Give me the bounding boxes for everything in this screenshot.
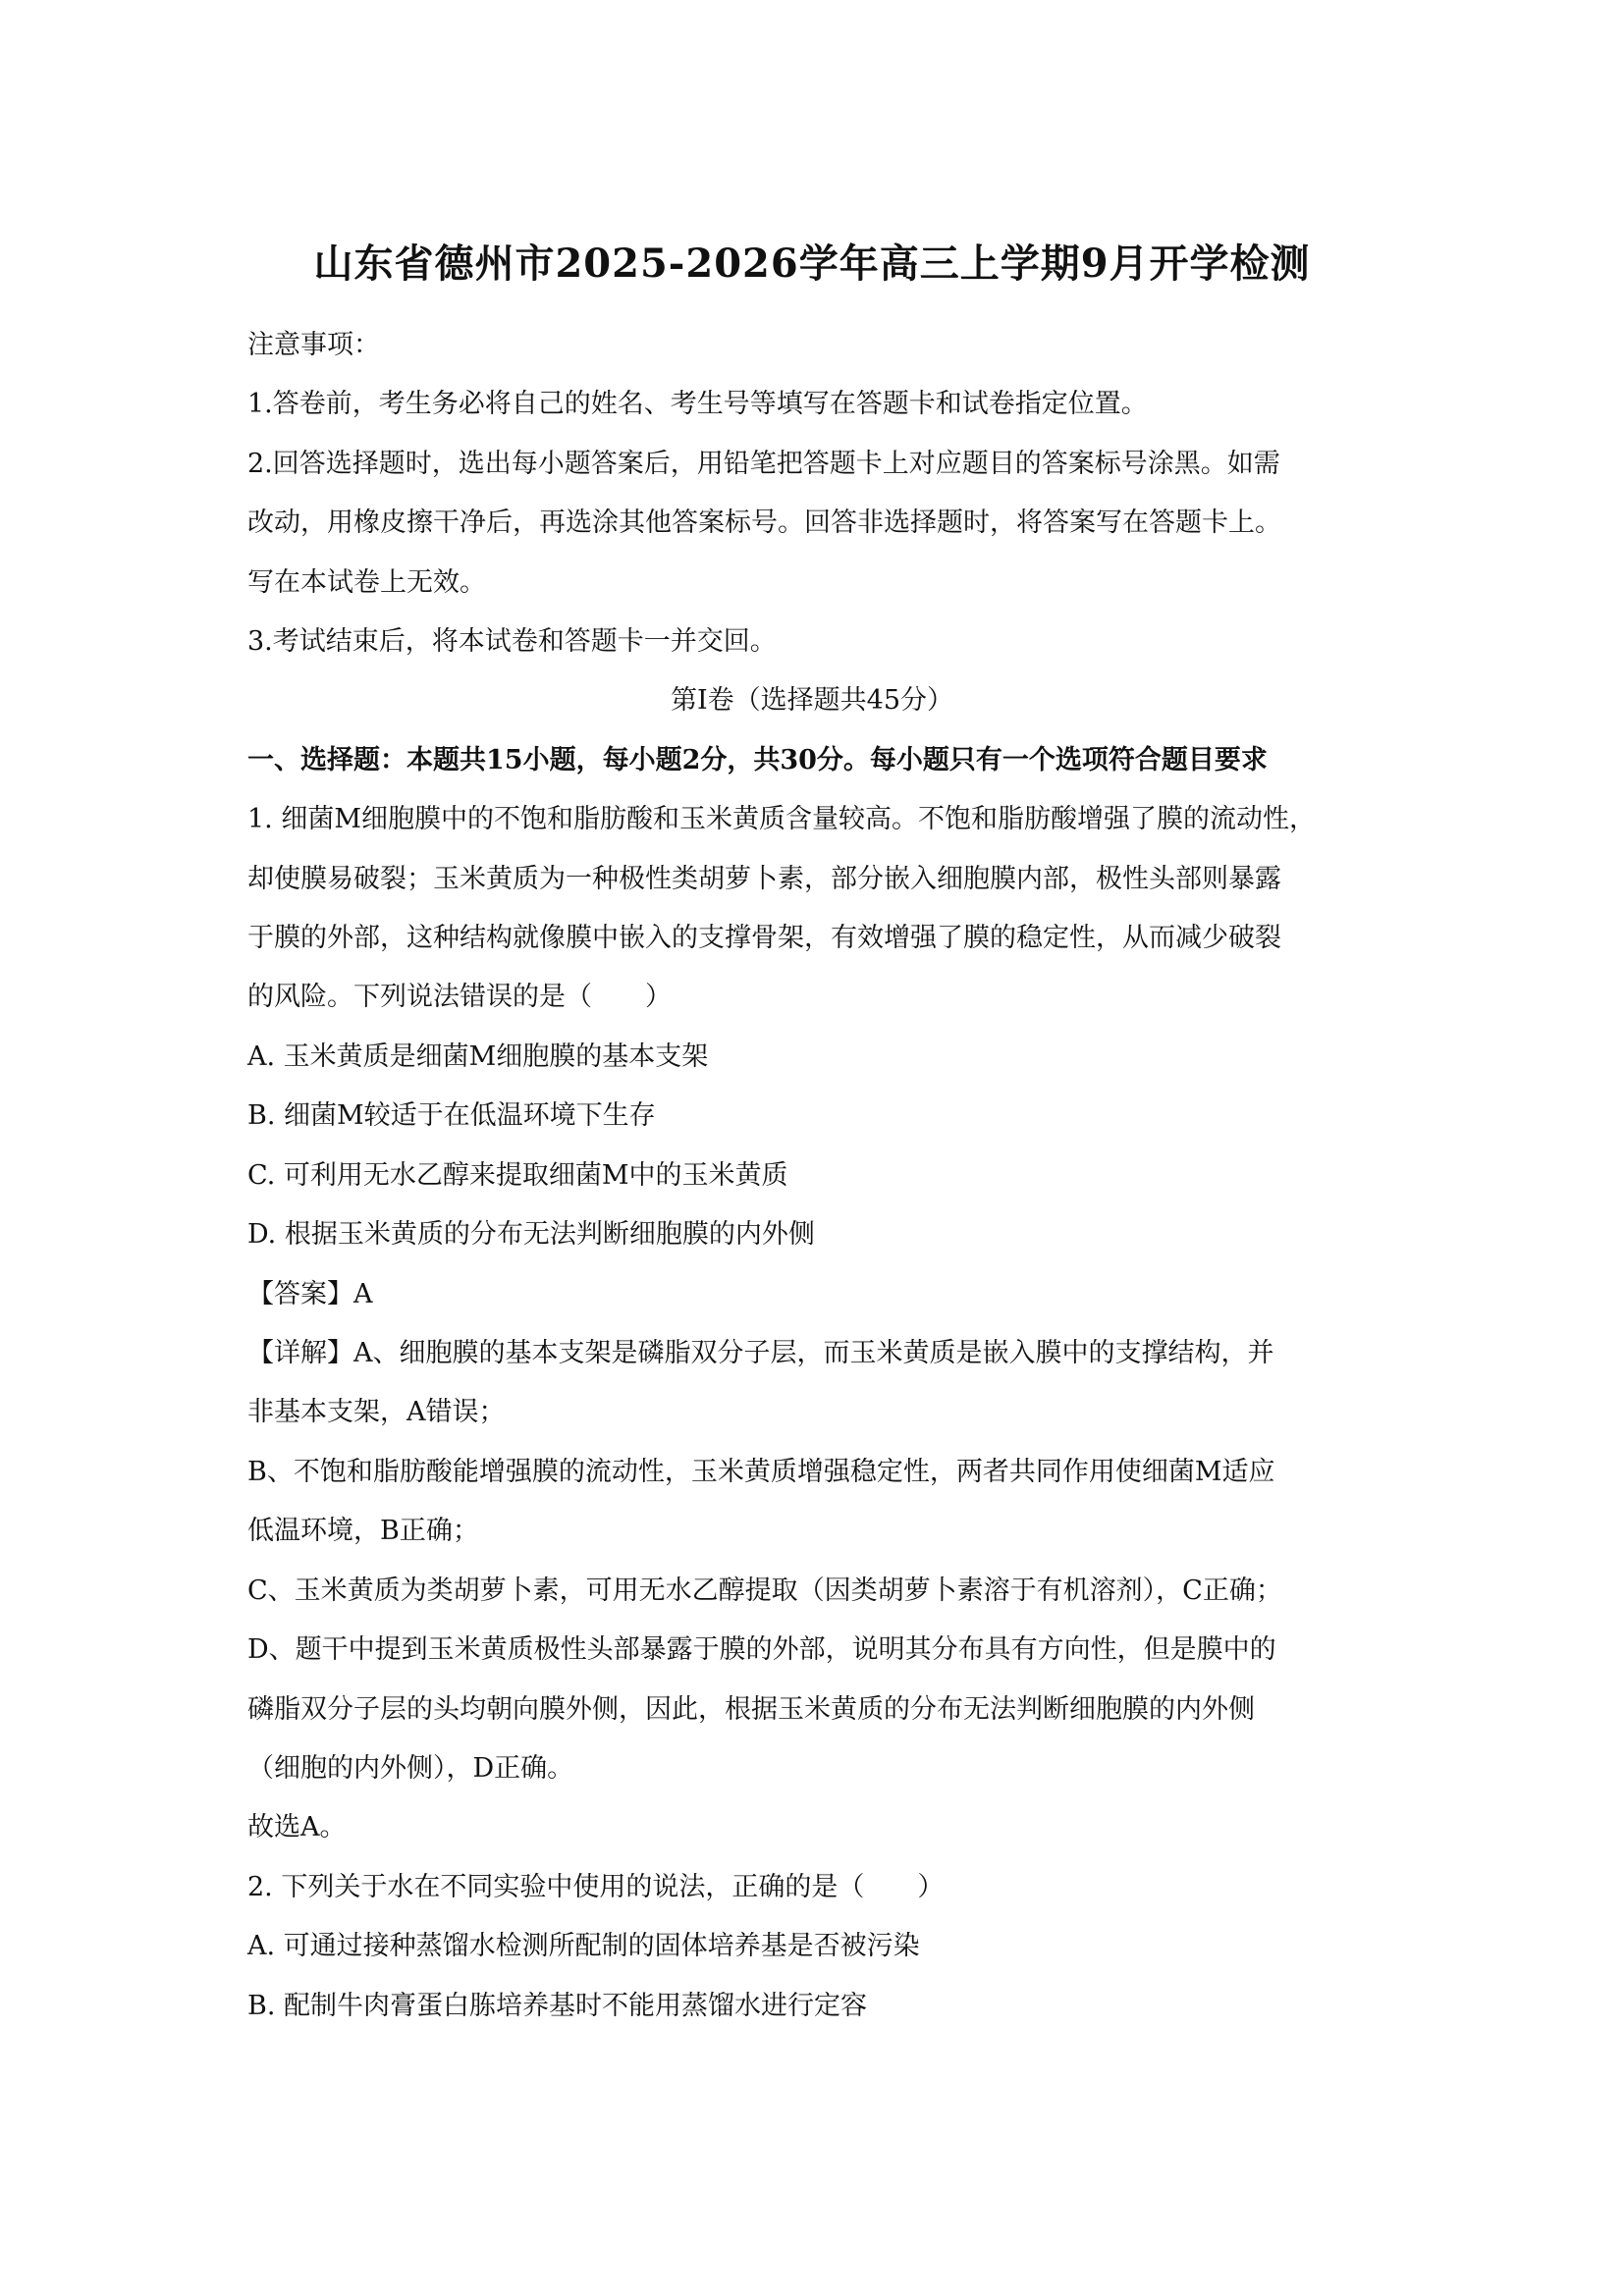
q2-option-b: B. 配制牛肉膏蛋白胨培养基时不能用蒸馏水进行定容 — [247, 1991, 868, 2021]
section-heading: 一、选择题：本题共15小题，每小题2分，共30分。每小题只有一个选项符合题目要求 — [247, 745, 1268, 775]
q1-answer: 【答案】A — [247, 1279, 373, 1309]
q1-detail-line-5: C、玉米黄质为类胡萝卜素，可用无水乙醇提取（因类胡萝卜素溶于有机溶剂），C正确； — [247, 1575, 1282, 1606]
exam-title: 山东省德州市2025-2026学年高三上学期9月开学检测 — [313, 240, 1311, 287]
q1-detail-line-3: B、不饱和脂肪酸能增强膜的流动性，玉米黄质增强稳定性，两者共同作用使细菌M适应 — [247, 1457, 1275, 1487]
notice-line-2c: 写在本试卷上无效。 — [247, 567, 486, 598]
q1-detail-line-2: 非基本支架，A错误； — [247, 1397, 506, 1427]
notice-line-3: 3.考试结束后，将本试卷和答题卡一并交回。 — [247, 626, 777, 657]
q1-stem-line-1: 1. 细菌M细胞膜中的不饱和脂肪酸和玉米黄质含量较高。不饱和脂肪酸增强了膜的流动性， — [247, 804, 1316, 834]
q1-detail-line-6: D、题干中提到玉米黄质极性头部暴露于膜的外部，说明其分布具有方向性，但是膜中的 — [247, 1634, 1276, 1665]
volume-heading: 第Ⅰ卷（选择题共45分） — [670, 685, 954, 716]
q2-option-a: A. 可通过接种蒸馏水检测所配制的固体培养基是否被污染 — [247, 1931, 920, 1961]
q1-option-b: B. 细菌M较适于在低温环境下生存 — [247, 1100, 656, 1131]
q1-detail-line-1: 【详解】A、细胞膜的基本支架是磷脂双分子层，而玉米黄质是嵌入膜中的支撑结构，并 — [247, 1338, 1274, 1368]
q1-detail-line-4: 低温环境，B正确； — [247, 1516, 479, 1546]
q1-detail-line-7: 磷脂双分子层的头均朝向膜外侧，因此，根据玉米黄质的分布无法判断细胞膜的内外侧 — [247, 1694, 1255, 1725]
notice-line-1: 1.答卷前，考生务必将自己的姓名、考生号等填写在答题卡和试卷指定位置。 — [247, 389, 1148, 419]
notice-line-2a: 2.回答选择题时，选出每小题答案后，用铅笔把答题卡上对应题目的答案标号涂黑。如需 — [247, 449, 1280, 479]
q1-conclusion: 故选A。 — [247, 1812, 347, 1842]
q1-stem-line-3: 于膜的外部，这种结构就像膜中嵌入的支撑骨架，有效增强了膜的稳定性，从而减少破裂 — [247, 923, 1281, 953]
q1-detail-line-8: （细胞的内外侧），D正确。 — [247, 1753, 574, 1784]
q1-stem-line-2: 却使膜易破裂；玉米黄质为一种极性类胡萝卜素，部分嵌入细胞膜内部，极性头部则暴露 — [247, 864, 1281, 894]
q1-stem-line-4: 的风险。下列说法错误的是（ ） — [247, 982, 672, 1012]
notice-line-2b: 改动，用橡皮擦干净后，再选涂其他答案标号。回答非选择题时，将答案写在答题卡上。 — [247, 507, 1281, 538]
q2-stem: 2. 下列关于水在不同实验中使用的说法，正确的是（ ） — [247, 1872, 945, 1902]
q1-option-c: C. 可利用无水乙醇来提取细菌M中的玉米黄质 — [247, 1160, 788, 1191]
notice-heading: 注意事项： — [247, 330, 380, 360]
q1-option-a: A. 玉米黄质是细菌M细胞膜的基本支架 — [247, 1041, 709, 1072]
q1-option-d: D. 根据玉米黄质的分布无法判断细胞膜的内外侧 — [247, 1219, 815, 1250]
